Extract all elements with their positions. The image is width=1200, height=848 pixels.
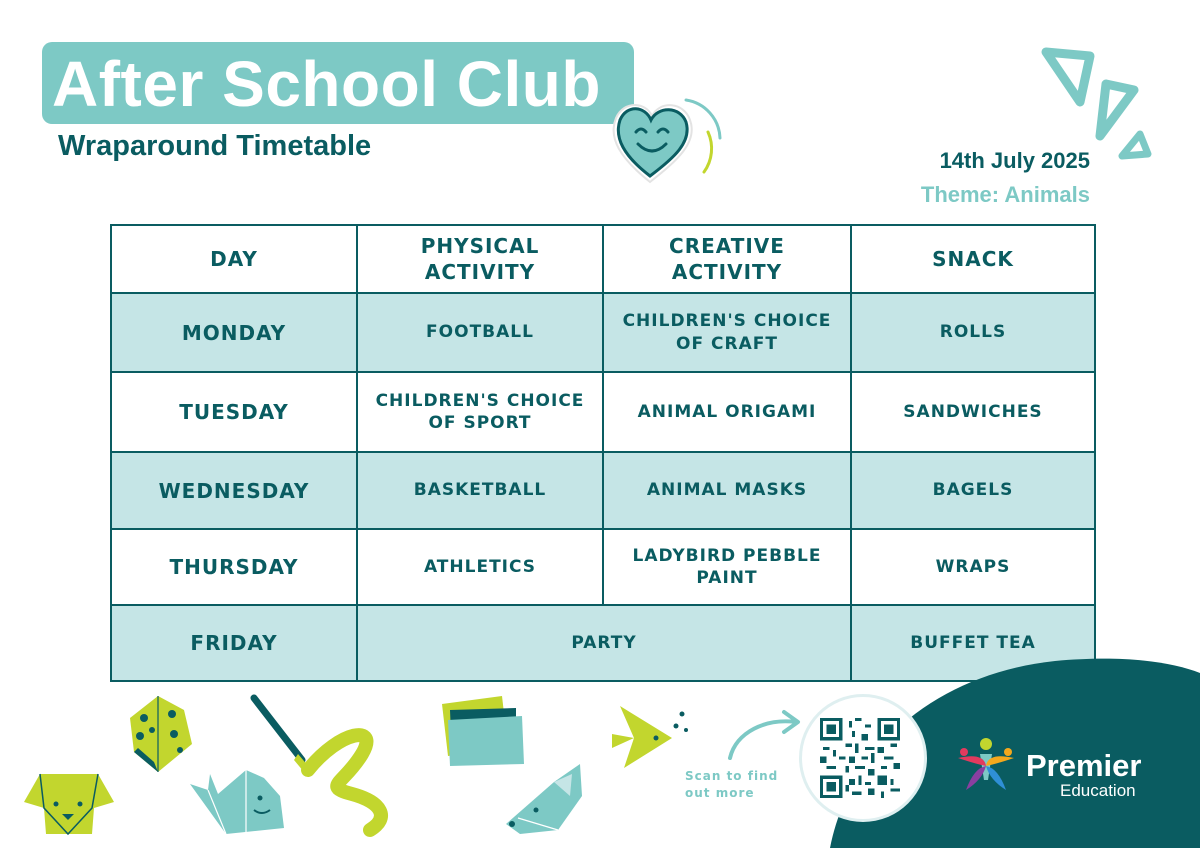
- day-cell: TUESDAY: [111, 372, 357, 452]
- paintbrush-icon: [240, 690, 420, 840]
- brand-subtitle: Education: [1060, 781, 1136, 800]
- premier-logo-icon: [954, 736, 1018, 796]
- creative-cell: ANIMAL ORIGAMI: [603, 372, 851, 452]
- physical-cell: FOOTBALL: [357, 293, 603, 372]
- table-row: [111, 372, 1095, 452]
- snack-cell: SANDWICHES: [851, 372, 1095, 452]
- snack-cell: BUFFET TEA: [851, 605, 1095, 681]
- origami-dog-icon: [18, 768, 118, 840]
- day-cell: THURSDAY: [111, 529, 357, 605]
- origami-fish-icon: [604, 700, 696, 774]
- activity-cell: PARTY: [357, 605, 851, 681]
- table-header-row: [111, 225, 1095, 293]
- table-row: [111, 529, 1095, 605]
- physical-cell: CHILDREN'S CHOICE OF SPORT: [357, 372, 603, 452]
- header-snack: SNACK: [851, 225, 1095, 293]
- header-physical: PHYSICAL ACTIVITY: [357, 225, 603, 293]
- timetable: [110, 224, 1096, 682]
- page-subtitle: Wraparound Timetable: [58, 130, 372, 162]
- arrow-icon: [722, 708, 806, 764]
- snack-cell: ROLLS: [851, 293, 1095, 372]
- header-day: DAY: [111, 225, 357, 293]
- page-title: After School Club: [52, 48, 601, 120]
- brand-name: Premier: [1026, 748, 1142, 783]
- creative-cell: ANIMAL MASKS: [603, 452, 851, 529]
- heart-smiley-icon: [600, 88, 732, 188]
- header-creative: CREATIVE ACTIVITY: [603, 225, 851, 293]
- paper-stack-icon: [436, 690, 530, 768]
- triangle-decoration-icon: [1036, 44, 1160, 164]
- timetable-date: 14th July 2025: [939, 148, 1090, 173]
- creative-cell: CHILDREN'S CHOICE OF CRAFT: [603, 293, 851, 372]
- creative-cell: LADYBIRD PEBBLE PAINT: [603, 529, 851, 605]
- table-row: [111, 293, 1095, 372]
- physical-cell: BASKETBALL: [357, 452, 603, 529]
- theme-label: Theme: Animals: [920, 182, 1090, 207]
- snack-cell: BAGELS: [851, 452, 1095, 529]
- qr-code-icon[interactable]: [820, 718, 900, 798]
- snack-cell: WRAPS: [851, 529, 1095, 605]
- table-row: [111, 452, 1095, 529]
- scan-prompt: Scan to find out more: [685, 769, 779, 800]
- day-cell: WEDNESDAY: [111, 452, 357, 529]
- day-cell: MONDAY: [111, 293, 357, 372]
- physical-cell: ATHLETICS: [357, 529, 603, 605]
- origami-mouse-icon: [500, 760, 592, 838]
- day-cell: FRIDAY: [111, 605, 357, 681]
